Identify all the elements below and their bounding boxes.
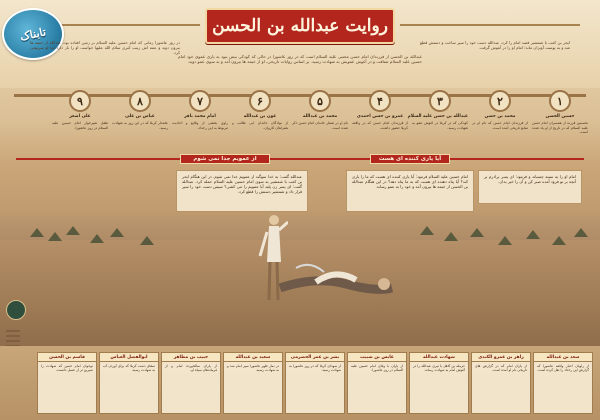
bottom-panel-title: سعد بن عبدالله <box>534 353 592 362</box>
timeline-text: علمدار کربلا که در این روز به شهادت رسید. <box>112 121 168 130</box>
bottom-panel-text: از یاران با وفای امام حسین علیه السلام در روز عاشورا. <box>351 364 403 373</box>
timeline-item <box>232 90 288 150</box>
ribbon-left <box>180 154 270 164</box>
bottom-panel-title: شهادت عبدالله <box>410 353 468 362</box>
story-panel-far-right: امام او را به سینه چسباند و فرمود: ای پسر برادرم بر آنچه بر تو فرود آمده صبر کن و آن را خیر بدان. <box>478 170 582 204</box>
ribbon-line <box>450 158 584 160</box>
tent-icon <box>66 226 80 235</box>
bottom-panel <box>347 352 407 414</box>
story-panel-left: عبدالله گفت: به خدا سوگند از عمویم جدا نمی شوم. در این هنگام ابجر بن کعب با شمشیر به سوی امام حسین علیه السلام حمله کرد. عبدالله گفت: ای پسر زن پلید آیا عمویم را می کشی؟ سپس دست خود را سپر قرار داد و شمشیر دستش را قطع کرد. <box>176 170 308 212</box>
timeline-item <box>172 90 228 150</box>
timeline-number: ۲ <box>489 90 511 112</box>
bottom-panel-text: از یاران سالخورده امام و از فرماندهان سپاه او. <box>165 364 217 373</box>
bottom-panel-title: بشر بن عمر الحضرمی <box>286 353 344 362</box>
bottom-panel-text: از شهدای کربلا که در روز عاشورا به شهادت رسید. <box>289 364 341 373</box>
timeline-number: ۵ <box>309 90 331 112</box>
timeline-name: عون بن عبدالله <box>243 114 277 119</box>
timeline-name: عباس بن علی <box>125 114 155 119</box>
tent-icon <box>90 234 104 243</box>
page-title <box>205 8 395 44</box>
bottom-panel-title: سعید بن عبدالله <box>224 353 282 362</box>
logo-text: تابناک <box>18 24 48 44</box>
timeline-text: طفل شیرخوار امام حسین علیه السلام در روز عاشورا. <box>52 121 108 130</box>
timeline-item <box>532 90 588 150</box>
timeline-name: محمد بن عبدالله <box>302 114 338 119</box>
tent-icon <box>110 228 124 237</box>
emblem-icon <box>6 300 26 320</box>
tent-icon <box>140 236 154 245</box>
tent-icon <box>574 228 588 237</box>
bottom-panel <box>409 352 469 414</box>
bottom-panel <box>533 352 593 414</box>
bottom-panel-text: از راویان اخبار واقعه عاشورا که گزارش این رخداد را نقل کرده است. <box>537 364 589 373</box>
bottom-panel-title: ابوالفضل العباس <box>100 353 158 362</box>
tent-icon <box>552 236 566 245</box>
timeline-name: علی اصغر <box>69 114 91 119</box>
tent-icon <box>30 228 44 237</box>
bottom-panel-title: زاهر بن عمرو الکندی <box>472 353 530 362</box>
timeline-item <box>472 90 528 150</box>
timeline-item <box>292 90 348 150</box>
timeline-number: ۷ <box>189 90 211 112</box>
page-title-text: روایت عبدالله بن الحسن <box>212 16 388 36</box>
timeline-name: عمرو بن حسن احمدی <box>356 114 404 119</box>
side-note-left: در روز عاشورا زمانی که امام حسین علیه السلام بر زمین افتاده بود، عبدالله از خیمه ها بیرون دوید و عمه اش زینب کبری سلام الله علیها خواست او را باز دارد اما او سرپیچی کرد. <box>30 40 180 56</box>
desert-scene <box>0 210 600 350</box>
timeline-item <box>407 90 468 150</box>
timeline-item <box>112 90 168 150</box>
tent-icon <box>470 228 484 237</box>
lying-figure <box>276 258 396 302</box>
bottom-panel <box>471 352 531 414</box>
ribbon-line <box>270 158 370 160</box>
bottom-panel-text: نوجوان امام حسن که شهادت را شیرین تر از عسل دانست. <box>41 364 93 373</box>
timeline-number: ۹ <box>69 90 91 112</box>
title-divider-right <box>400 24 580 26</box>
timeline-text: از فرزندان امام حسن که در واقعه کربلا حضور داشت. <box>352 121 408 130</box>
bottom-panel-title: قاسم بن الحسن <box>38 353 96 362</box>
bottom-panel-text: سقای دشت کربلا که برای آوردن آب به شهادت رسید. <box>103 364 155 373</box>
tent-icon <box>444 232 458 241</box>
tent-icon <box>48 232 62 241</box>
timeline-text: از فرزندان امام حسن که نام او در منابع تاریخی آمده است. <box>472 121 528 130</box>
tent-icon <box>498 236 512 245</box>
timeline-name: عبدالله بن حسن علیه السلام <box>407 114 468 119</box>
timeline-number: ۱ <box>549 90 571 112</box>
bottom-panel <box>37 352 97 414</box>
ribbon-line <box>16 158 180 160</box>
timeline-name: محمد بن حسن <box>484 114 516 119</box>
bottom-panel-title: عابس بن شبیب <box>348 353 406 362</box>
timeline-name: حسین الحسن <box>545 114 575 119</box>
timeline-number: ۶ <box>249 90 271 112</box>
timeline-text: نام او در شمار خاندان امام حسن ذکر شده است. <box>292 121 348 130</box>
timeline-name: امام محمد باقر <box>184 114 216 119</box>
bottom-panel-title: حبیب بن مظاهر <box>162 353 220 362</box>
bottom-panel <box>99 352 159 414</box>
bottom-panel-text: در نماز ظهر عاشورا سپر امام شد و به شهادت رسید. <box>227 364 279 373</box>
bottom-panel <box>161 352 221 414</box>
timeline-number: ۳ <box>429 90 451 112</box>
bottom-panel-text: از یاران امام که در گزارش های تاریخی نام او آمده است. <box>475 364 527 373</box>
intro-text: عبدالله بن الحسن از فرزندان امام حسن مجتبی علیه السلام است که در روز عاشورا در حالی که کودکی بیش نبود به یاری عموی خود امام حسین علیه السلام شتافت و در آغوش عمویش به شهادت رسید. بر اساس روایات تاریخی، او از خیمه ها بیرون آمد و به سوی عمو دوید. <box>178 54 422 65</box>
timeline-text: نخستین فرزند از همسران امام حسن علیه السلام که در تاریخ از او یاد شده است. <box>532 121 588 135</box>
side-note-right: ابجر بن کعب با شمشیر قصد امام را کرد، عبدالله دست خود را سپر ساخت و دستش قطع شد و به پوست آویزان ماند؛ امام او را در آغوش گرفت. <box>420 40 570 51</box>
bottom-panel <box>223 352 283 414</box>
timeline-item <box>352 90 408 150</box>
story-panel-right: امام حسین علیه السلام فرمود: آیا یاری کننده ای هست که ما را یاری کند؟ آیا پناه دهنده ای هست که به ما پناه دهد؟ در این هنگام عبدالله بن الحسن از خیمه ها بیرون آمد و خود را به عمو رساند. <box>346 170 474 212</box>
bottom-panel-text: حرمله بن کاهل با تیری عبدالله را در آغوش امام به شهادت رساند. <box>413 364 465 373</box>
ribbon-right-text: آیا یاری کننده ای هست <box>378 156 442 162</box>
bottom-panel <box>285 352 345 414</box>
timeline-text: از نوادگان خاندان ابی طالب و همراهان کاروان. <box>232 121 288 130</box>
timeline-number: ۴ <box>369 90 391 112</box>
timeline-number: ۸ <box>129 90 151 112</box>
timeline-text: کودکی که در کربلا در آغوش عمو به شهادت رسید. <box>412 121 468 130</box>
timeline-text: راوی بخشی از وقایع و احادیث مربوط به این رخداد. <box>172 121 228 130</box>
tent-icon <box>420 226 434 235</box>
ribbon-right <box>370 154 450 164</box>
timeline-item <box>52 90 108 150</box>
tent-icon <box>526 230 540 239</box>
ribbon-left-text: از عمویم جدا نمی شوم <box>193 156 257 162</box>
